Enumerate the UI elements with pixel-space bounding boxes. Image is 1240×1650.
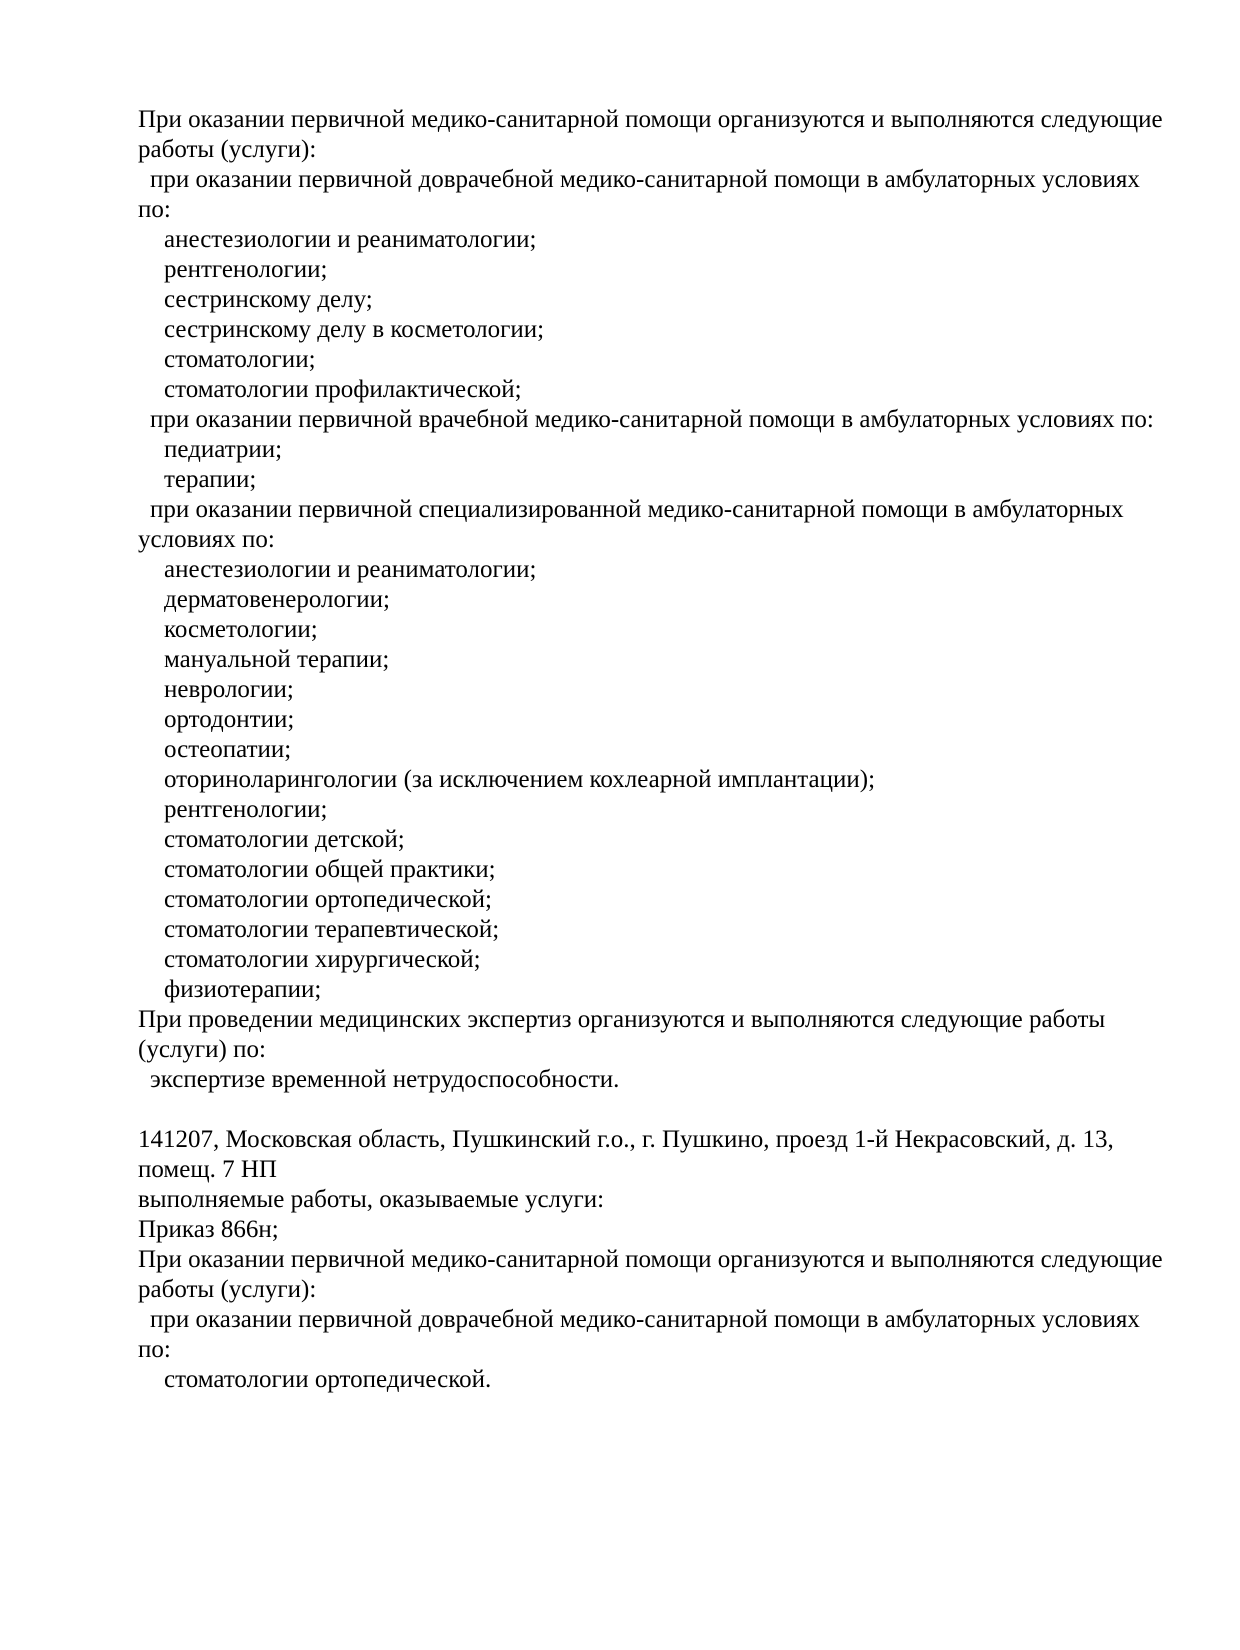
text-line: при оказании первичной доврачебной медико-санитарной помощи в амбулаторных условиях — [150, 166, 1140, 193]
text-line: помещ. 7 НП — [138, 1156, 277, 1183]
text-line: ортодонтии; — [164, 706, 295, 733]
text-line: стоматологии детской; — [164, 826, 405, 853]
text-line: стоматологии хирургической; — [164, 946, 481, 973]
text-line: стоматологии; — [164, 346, 316, 373]
text-line: физиотерапии; — [164, 976, 322, 1003]
text-line: по: — [138, 196, 171, 223]
text-line: стоматологии терапевтической; — [164, 916, 500, 943]
text-line: по: — [138, 1336, 171, 1363]
text-line: 141207, Московская область, Пушкинский г.о., г. Пушкино, проезд 1-й Некрасовский, д. 13, — [138, 1126, 1114, 1153]
text-line: При оказании первичной медико-санитарной помощи организуются и выполняются следующие — [138, 1246, 1163, 1273]
text-line: оториноларингологии (за исключением кохлеарной имплантации); — [164, 766, 876, 793]
text-line: сестринскому делу в косметологии; — [164, 316, 545, 343]
text-line: выполняемые работы, оказываемые услуги: — [138, 1186, 605, 1213]
text-line: остеопатии; — [164, 736, 292, 763]
text-line: (услуги) по: — [138, 1036, 266, 1063]
text-line: при оказании первичной доврачебной медико-санитарной помощи в амбулаторных условиях — [150, 1306, 1140, 1333]
text-line: педиатрии; — [164, 436, 283, 463]
text-line: сестринскому делу; — [164, 286, 373, 313]
text-line: при оказании первичной специализированной медико-санитарной помощи в амбулаторных — [150, 496, 1124, 523]
text-line: При проведении медицинских экспертиз организуются и выполняются следующие работы — [138, 1006, 1106, 1033]
text-line: при оказании первичной врачебной медико-санитарной помощи в амбулаторных условиях по: — [150, 406, 1154, 433]
text-line: рентгенологии; — [164, 796, 328, 823]
text-line: терапии; — [164, 466, 257, 493]
text-line: стоматологии общей практики; — [164, 856, 496, 883]
blank-line — [138, 1095, 1140, 1125]
text-line: анестезиологии и реаниматологии; — [164, 226, 537, 253]
document-body — [138, 105, 1163, 1395]
text-line: неврологии; — [164, 676, 294, 703]
text-line: стоматологии профилактической; — [164, 376, 522, 403]
text-line: Приказ 866н; — [138, 1216, 279, 1243]
text-line: стоматологии ортопедической; — [164, 886, 492, 913]
text-line: дерматовенерологии; — [164, 586, 390, 613]
text-line: работы (услуги): — [138, 136, 317, 163]
text-line: стоматологии ортопедической. — [164, 1366, 492, 1393]
text-line: условиях по: — [138, 526, 275, 553]
text-line: При оказании первичной медико-санитарной помощи организуются и выполняются следующие — [138, 106, 1163, 133]
text-line: косметологии; — [164, 616, 318, 643]
text-line: экспертизе временной нетрудоспособности. — [150, 1066, 620, 1093]
text-line: анестезиологии и реаниматологии; — [164, 556, 537, 583]
text-line: мануальной терапии; — [164, 646, 390, 673]
text-line: работы (услуги): — [138, 1276, 317, 1303]
text-line: рентгенологии; — [164, 256, 328, 283]
